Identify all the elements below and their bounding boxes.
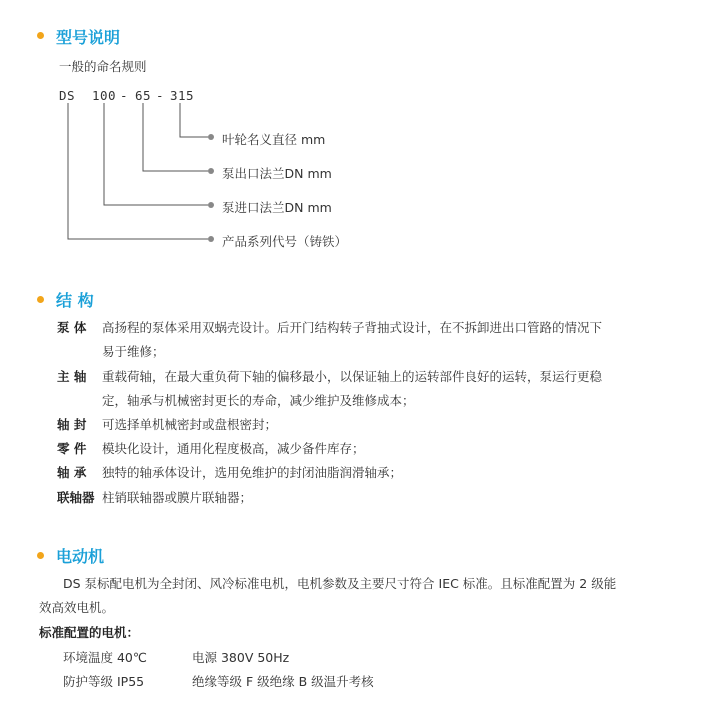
leader-dot-inlet (208, 202, 214, 208)
naming-rule-subtitle: 一般的命名规则 (59, 59, 147, 74)
motor-paragraph-line2: 效高效电机。 (39, 600, 115, 615)
section-bullet-motor (37, 552, 44, 559)
leader-dot-impeller (208, 134, 214, 140)
desc-coupling: 柱销联轴器或膜片联轴器； (102, 490, 253, 505)
motor-spec-power-supply: 电源 380V 50Hz (192, 650, 290, 665)
model-code-inlet: 100 (92, 88, 117, 103)
leader-line-inlet (104, 103, 208, 205)
section-bullet-structure (37, 296, 44, 303)
model-code-sep2: - (156, 88, 165, 103)
leader-line-impeller (180, 103, 208, 137)
model-code-outlet: 65 (135, 88, 152, 103)
term-parts: 零 件 (57, 441, 87, 456)
section-heading-model: 型号说明 (56, 28, 121, 47)
term-shaft: 主 轴 (57, 369, 87, 384)
motor-paragraph-line1: DS 泵标配电机为全封闭、风冷标准电机，电机参数及主要尺寸符合 IEC 标准。且标准配置为 2 级能 (63, 576, 617, 591)
model-code-ds: DS (59, 88, 76, 103)
motor-spec-insulation: 绝缘等级 F 级绝缘 B 级温升考核 (192, 674, 374, 689)
model-code-sep1: - (120, 88, 129, 103)
leader-dot-series (208, 236, 214, 242)
section-heading-structure: 结 构 (56, 291, 94, 310)
desc-parts: 模块化设计，通用化程度极高，减少备件库存； (102, 441, 365, 456)
desc-pump-body-line2: 易于维修； (102, 344, 165, 359)
motor-standard-title: 标准配置的电机： (39, 625, 140, 640)
motor-spec-protection: 防护等级 IP55 (63, 674, 145, 689)
term-shaft-seal: 轴 封 (57, 417, 87, 432)
legend-inlet-flange: 泵进口法兰DN mm (222, 200, 332, 215)
model-code-diagram (0, 0, 716, 260)
term-bearing: 轴 承 (57, 465, 87, 480)
desc-bearing: 独特的轴承体设计，选用免维护的封闭油脂润滑轴承； (102, 465, 403, 480)
desc-pump-body-line1: 高扬程的泵体采用双蜗壳设计。后开门结构转子背抽式设计，在不拆卸进出口管路的情况下 (102, 320, 603, 335)
term-coupling: 联轴器 (57, 490, 95, 505)
legend-outlet-flange: 泵出口法兰DN mm (222, 166, 332, 181)
desc-shaft-line1: 重载荷轴，在最大重负荷下轴的偏移最小，以保证轴上的运转部件良好的运转，泵运行更稳 (102, 369, 603, 384)
legend-impeller-diameter: 叶轮名义直径 mm (222, 132, 326, 147)
term-pump-body: 泵 体 (57, 320, 87, 335)
section-heading-motor: 电动机 (56, 547, 105, 566)
leader-dot-outlet (208, 168, 214, 174)
desc-shaft-seal: 可选择单机械密封或盘根密封； (102, 417, 278, 432)
desc-shaft-line2: 定，轴承与机械密封更长的寿命，减少维护及维修成本； (102, 393, 415, 408)
motor-spec-ambient-temp: 环境温度 40℃ (63, 650, 147, 665)
legend-series-code: 产品系列代号（铸铁） (222, 234, 348, 249)
model-code-impeller: 315 (170, 88, 195, 103)
